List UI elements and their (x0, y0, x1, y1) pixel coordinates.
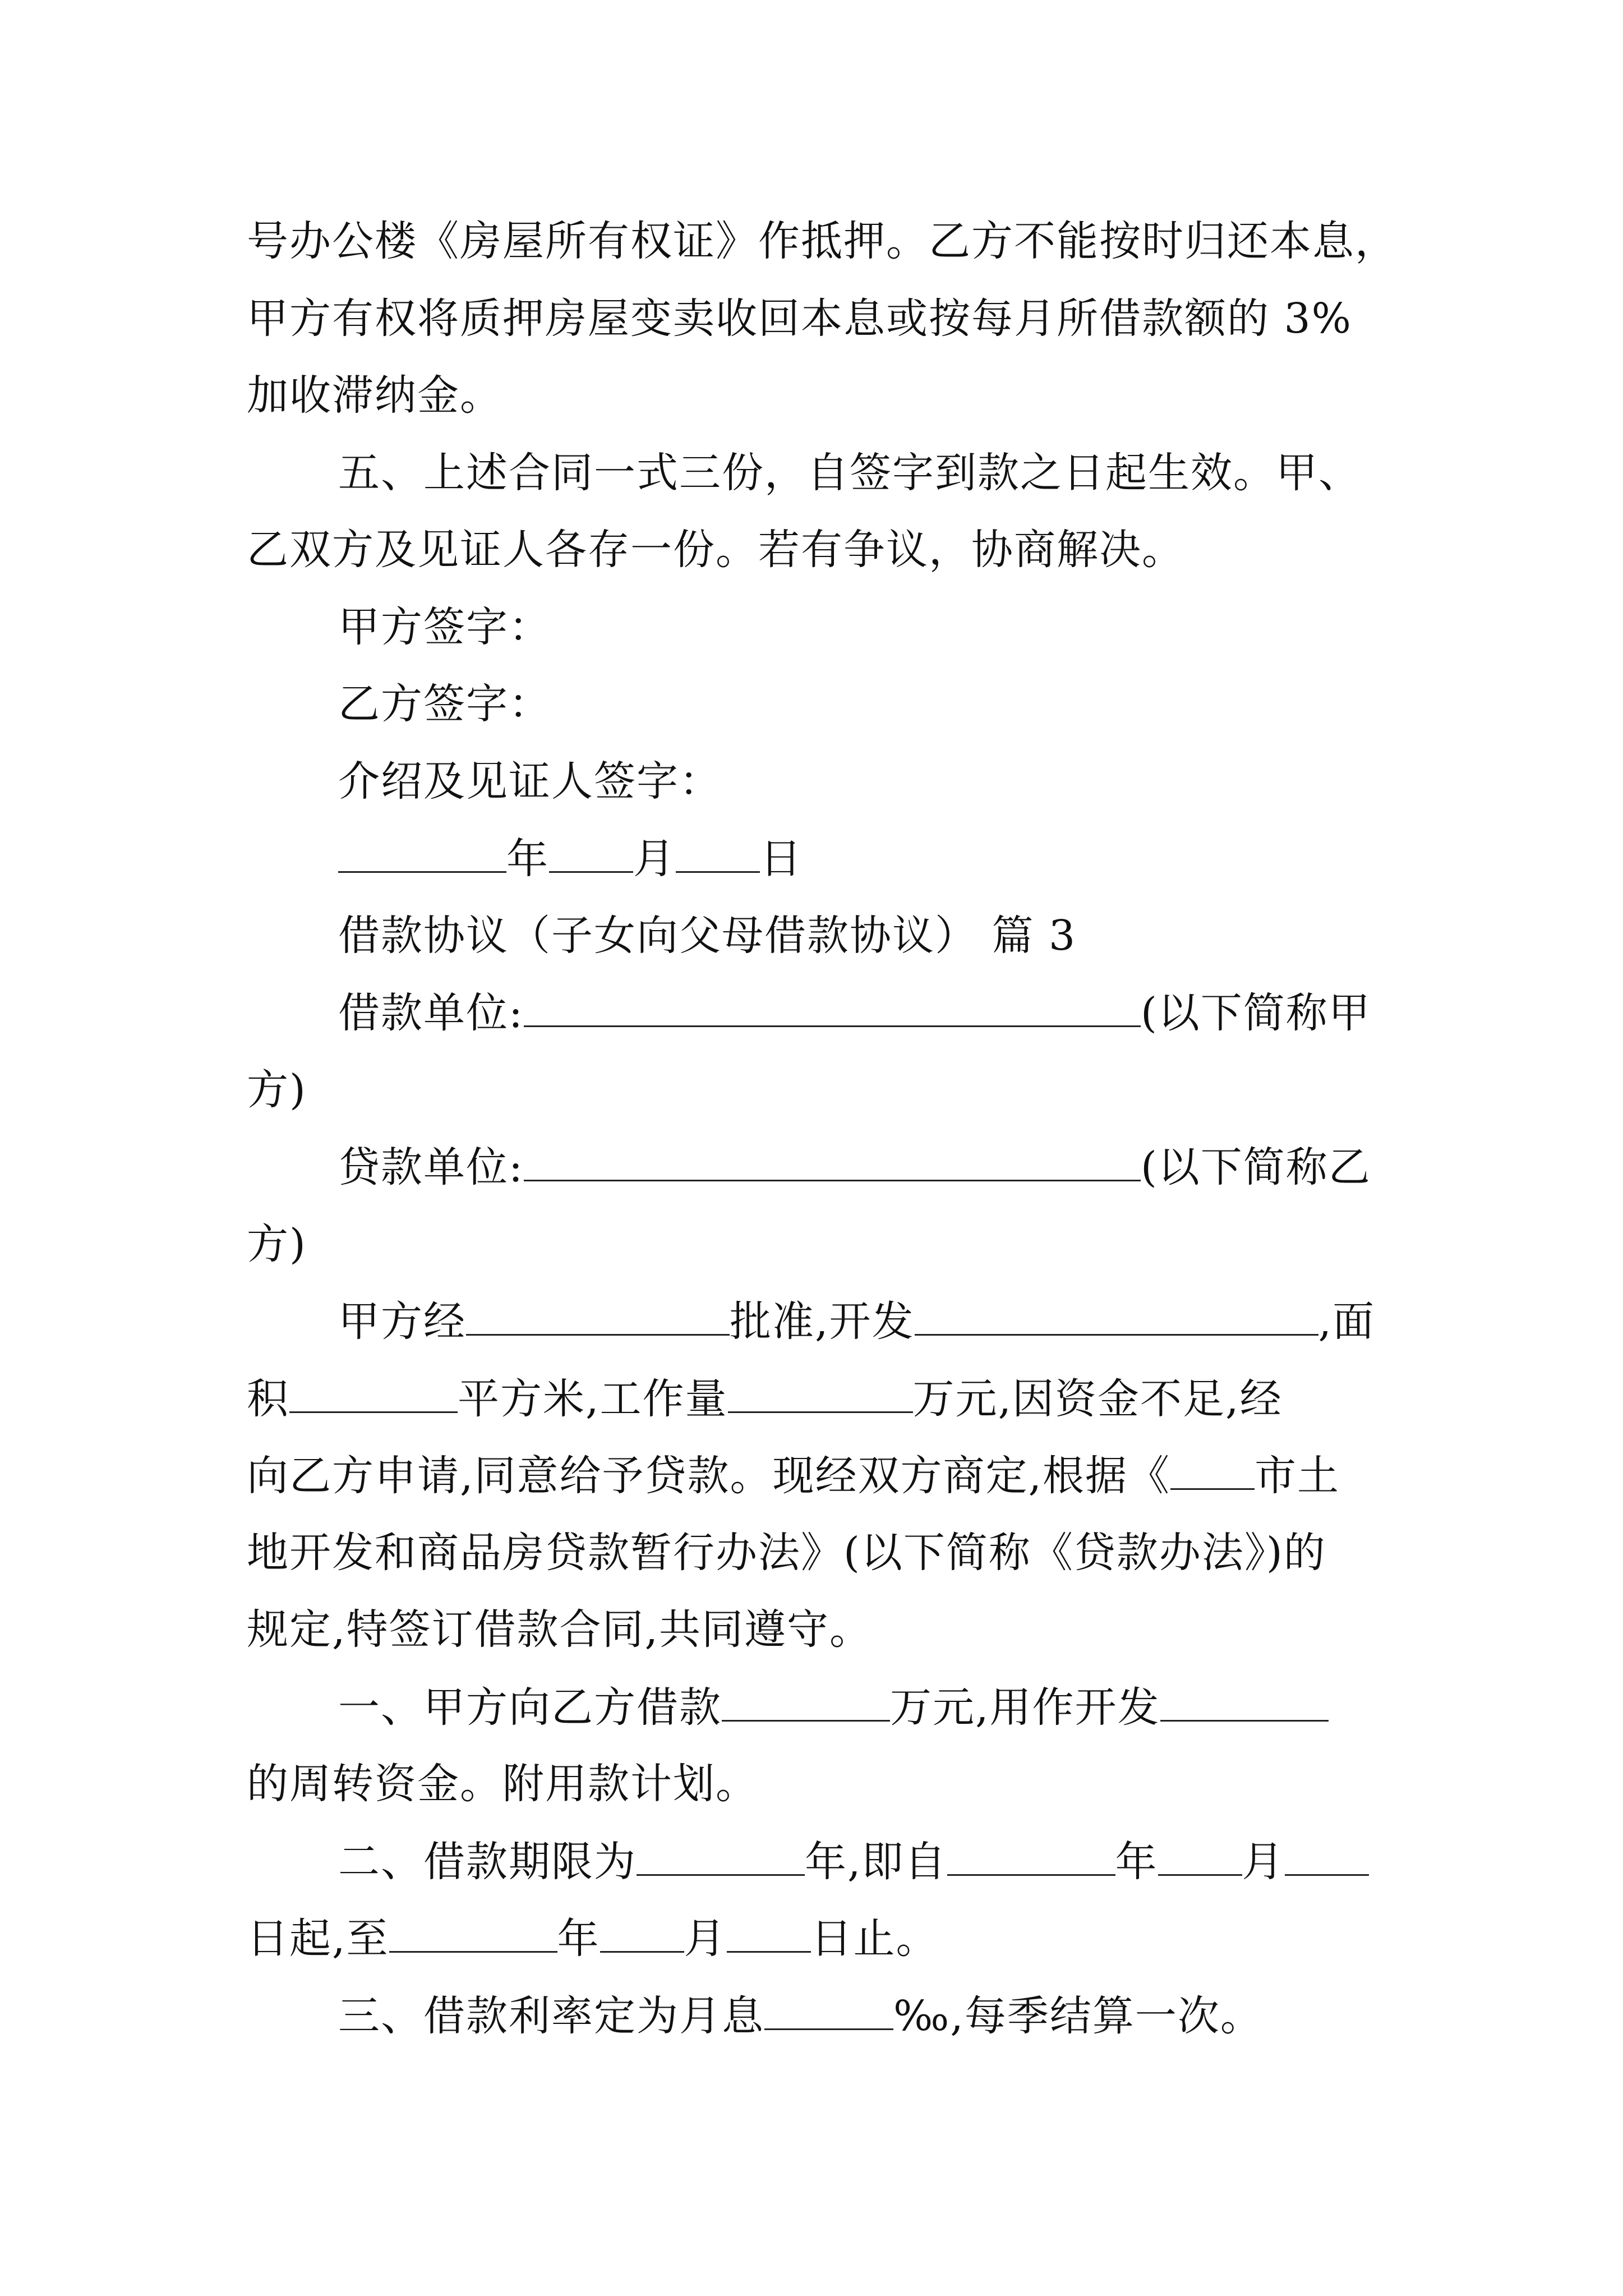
text-segment: 月 (1242, 1838, 1285, 1886)
blank-field (676, 838, 760, 873)
paragraph-line (247, 1375, 1283, 1423)
text-segment: 年,即自 (805, 1838, 947, 1886)
blank-field (722, 1686, 890, 1722)
blank-field (466, 1300, 730, 1336)
text-segment: 日起,至 (247, 1915, 389, 1963)
blank-field (637, 1841, 805, 1876)
blank-field (728, 1378, 913, 1413)
blank-field (947, 1841, 1115, 1876)
text-segment: 市土 (1255, 1452, 1340, 1500)
paragraph-line (247, 1066, 307, 1114)
text-segment: 向乙方申请,同意给予贷款。现经双方商定,根据《 (247, 1452, 1171, 1500)
text-segment: 借款协议（子女向父母借款协议） 篇 3 (338, 912, 1077, 960)
blank-field (1170, 1455, 1255, 1490)
text-segment: ‰,每季结算一次。 (893, 1992, 1263, 2040)
text-segment: 五、上述合同一式三份，自签字到款之日起生效。甲、 (338, 449, 1361, 497)
blank-field (389, 1917, 557, 1953)
text-segment: 日 (760, 835, 803, 883)
text-segment: 介绍及见证人签字： (338, 757, 722, 806)
blank-field (1285, 1841, 1369, 1876)
paragraph-line (247, 1529, 1326, 1577)
paragraph-line (247, 526, 1184, 574)
text-segment: 批准,开发 (730, 1297, 915, 1346)
text-segment: 月 (633, 835, 676, 883)
text-segment: 方) (247, 1220, 307, 1268)
text-segment: 号办公楼《房屋所有权证》作抵押。乙方不能按时归还本息， (247, 217, 1398, 265)
blank-field (915, 1300, 1318, 1336)
paragraph-line (247, 1220, 307, 1268)
paragraph-line (338, 449, 1361, 497)
text-segment: 三、借款利率定为月息 (338, 1992, 764, 2040)
text-segment: (以下简称乙 (1140, 1143, 1371, 1191)
paragraph-line (338, 1992, 1263, 2040)
paragraph-line (247, 295, 1352, 343)
text-segment: 甲方经 (338, 1297, 466, 1346)
blank-field (600, 1917, 684, 1953)
text-segment: 一、甲方向乙方借款 (338, 1683, 722, 1732)
paragraph-line (247, 1605, 873, 1654)
text-segment: (以下简称甲 (1140, 989, 1371, 1037)
text-segment: 月 (684, 1915, 727, 1963)
text-segment: 积 (247, 1375, 289, 1423)
text-segment: 甲方签字： (338, 603, 551, 651)
text-segment: 万元,因资金不足,经 (912, 1375, 1283, 1423)
signature-line-witness (338, 757, 722, 806)
blank-field (289, 1378, 458, 1413)
paragraph-line (247, 1760, 758, 1808)
signature-line-party-a (338, 603, 551, 651)
paragraph-line (338, 1143, 1371, 1191)
blank-field (524, 1146, 1141, 1181)
text-segment: 规定,特签订借款合同,共同遵守。 (247, 1605, 873, 1654)
text-segment: 借款单位: (338, 989, 524, 1037)
section-heading (338, 912, 1077, 960)
paragraph-line (247, 371, 502, 420)
text-segment: 乙方签字： (338, 680, 551, 728)
signature-line-party-b (338, 680, 551, 728)
text-segment: 年 (1115, 1838, 1158, 1886)
paragraph-line (338, 1838, 1369, 1886)
date-line (338, 835, 803, 883)
blank-field (549, 838, 633, 873)
text-segment: 年 (506, 835, 549, 883)
text-segment: 平方米,工作量 (458, 1375, 728, 1423)
paragraph-line (338, 989, 1371, 1037)
text-segment: 甲方有权将质押房屋变卖收回本息或按每月所借款额的 3% (247, 295, 1352, 343)
blank-field (1158, 1841, 1242, 1876)
text-segment: 年 (557, 1915, 600, 1963)
text-segment: 日止。 (810, 1915, 939, 1963)
text-segment: 乙双方及见证人各存一份。若有争议，协商解决。 (247, 526, 1184, 574)
text-segment: 加收滞纳金。 (247, 371, 502, 420)
paragraph-line (247, 1452, 1340, 1500)
blank-field (524, 992, 1141, 1027)
blank-field (764, 1995, 893, 2030)
text-segment: 方) (247, 1066, 307, 1114)
blank-field (1160, 1686, 1329, 1722)
blank-field (338, 838, 506, 873)
text-segment: 二、借款期限为 (338, 1838, 637, 1886)
text-segment: ,面 (1318, 1297, 1376, 1346)
paragraph-line (338, 1297, 1376, 1346)
paragraph-line (247, 217, 1398, 265)
text-segment: 万元,用作开发 (890, 1683, 1160, 1732)
text-segment: 贷款单位: (338, 1143, 524, 1191)
paragraph-line (338, 1683, 1329, 1732)
text-segment: 的周转资金。附用款计划。 (247, 1760, 758, 1808)
paragraph-line (247, 1915, 939, 1963)
blank-field (727, 1917, 811, 1953)
text-segment: 地开发和商品房贷款暂行办法》(以下简称《贷款办法》)的 (247, 1529, 1326, 1577)
